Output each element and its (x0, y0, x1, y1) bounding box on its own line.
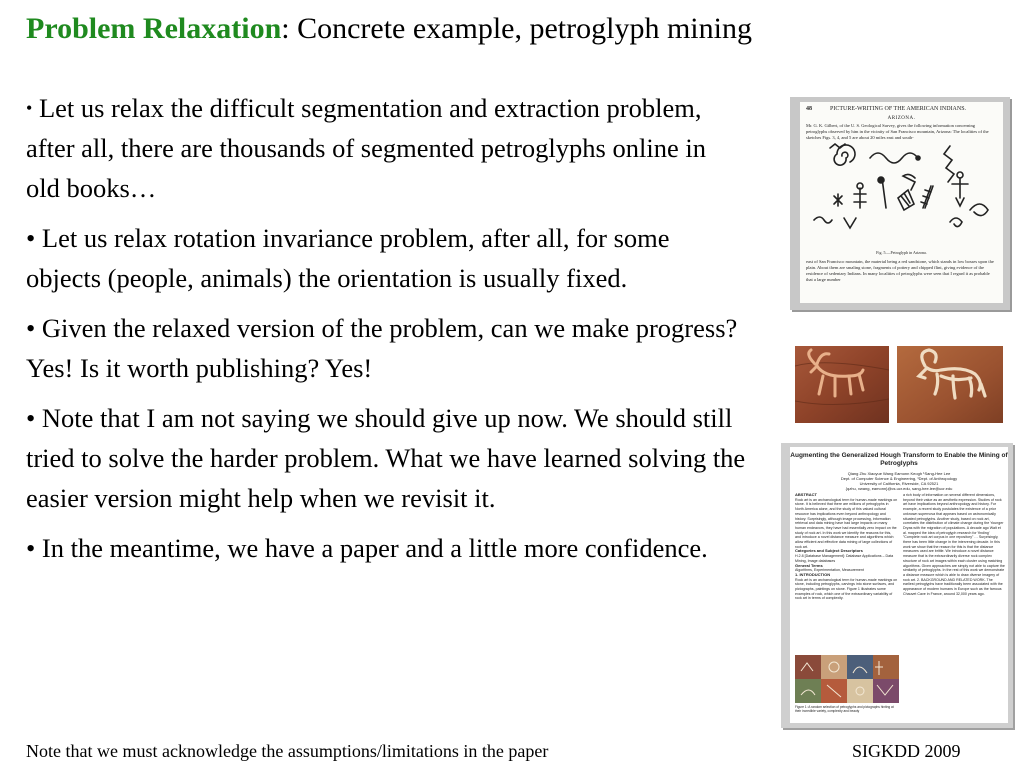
bullet-item: • Note that I am not saying we should give up now. We should still tried to solve the harder problem. What we have learned solving the easier version might help when we revisit it. (26, 403, 746, 513)
bullet-item: • Given the relaxed version of the problem, can we make progress? Yes! Is it worth publishing? Yes! (26, 313, 738, 383)
petroglyph-photo-image-icon (897, 346, 1003, 423)
paper-figure-collage-icon (795, 655, 899, 703)
bullet-item: • Let us relax rotation invariance problem, after all, for some objects (people, animals) the orientation is usually fixed. (26, 223, 670, 293)
footer-note: Note that we must acknowledge the assumptions/limitations in the paper (26, 741, 549, 761)
title-highlight: Problem Relaxation (26, 12, 282, 45)
paper-figure-caption: Figure 1: A random selection of petroglyphs and pictographs hinting at their incredible variety, complexity and beauty (795, 705, 894, 713)
paper-authors (790, 471, 1008, 491)
slide-title (26, 10, 752, 48)
paper-abstract: Rock art is an archaeological term for human-made markings on stone. It is believed that there are millions of petroglyphs in North America alone, and the study of this valued cultural resource has implications even beyond anthropology and history. Surprisingly, although image processing, information retrieval and data mining have had large impacts on many human endeavors, they have had essentially zero impact on the study of rock art. In this work we identify the reasons for this, and introduce a novel distance measure and algorithms which allow efficient and effective data mining of large collections of rock art. (795, 497, 898, 549)
paper-university: University of California, Riverside, CA 92521 (859, 481, 939, 486)
bullet-item: • In the meantime, we have a paper and a little more confidence. (26, 533, 708, 563)
petroglyph-drawings-icon (800, 138, 1003, 250)
paper-intro-heading: 1. INTRODUCTION (795, 571, 831, 577)
paper-page (790, 447, 1008, 723)
paper-terms: Algorithms, Experimentation, Measurement (795, 568, 864, 573)
bullet-text: Let us relax rotation invariance problem, after all, for some objects (people, animals) the orientation is usually fixed. (26, 223, 670, 293)
book-header (806, 106, 997, 112)
bullet-text: Let us relax the difficult segmentation and extraction problem, after all, there are thousands of segmented petroglyphs online in old books… (26, 93, 706, 203)
bullet-text: Given the relaxed version of the problem, can we make progress? Yes! Is it worth publishing? Yes! (26, 313, 738, 383)
paper-author-names: Qiang Zhu Xiaoyue Wang Eamonn Keogh ¹Sang-Hee Lee (847, 471, 951, 476)
petroglyph-photo-animal (897, 346, 1003, 423)
petroglyph-photo-image-icon (795, 346, 889, 423)
book-subheader: ARIZONA. (887, 116, 916, 121)
petroglyph-photo-goat (795, 346, 889, 423)
paper-title: Augmenting the Generalized Hough Transform to Enable the Mining of Petroglyphs (790, 452, 1008, 467)
paper-terms-heading: General Terms (795, 562, 823, 568)
paper-right-column: a rich body of information on several different dimensions, beyond their value as an aesthetic expression. Studies of rock art have implications beyond anthropology and history. For example, a recent study postulates the existence of a prior unknown supernova that appears based on astronomically situated petroglyphs. Another study, based on rock art, correlates the distribution of climate change during the Younger Dryas with the migration of populations. A decade ago Walt et al. mapped the idea of petroglyph research for 'finding' "Complete rock art corpus in one repository" … Surprisingly, there has been little change in the intervening decade. In this work we show that the reason for this is that the distance measures used are brittle. We introduce a novel distance measure that is the extraordinarily diverse rock complex structure of rock art images within each cluster using matching algorithms. Given approaches are simply not able to capture the similarity of petroglyphs. In the rest of this work we demonstrate a distance measure which is able to draw diverse imagery of rock art. 2. BACKGROUND AND RELATED WORK. The earliest petroglyphs have traditionally been associated with the appearance of modern humans in Europe such as the famous Chauvet Cave in France, around 32,000 years ago. (903, 493, 1005, 596)
footer-venue: SIGKDD 2009 (852, 741, 961, 761)
bullet-text: In the meantime, we have a paper and a little more confidence. (41, 533, 708, 563)
bullet-item (26, 88, 746, 208)
bullet-text: Note that I am not saying we should give up now. We should still tried to solve the harder problem. What we have learned solving the easier version might help when we revisit it. (26, 403, 746, 513)
paper-emails: {qzhu, xwang, eamonn}@cs.ucr.edu, sang-hee.lee@ucr.edu (845, 486, 953, 491)
paper-left-column (795, 493, 898, 653)
book-page (800, 102, 1003, 303)
book-page-number: 48 (806, 106, 812, 112)
book-page-thumbnail (790, 97, 1010, 310)
bullet-dot-icon: • (26, 98, 33, 118)
book-text-continued: east of San Francisco mountain, the material being a red sandstone, which stands in low bosses upon the plain. About them are smaling stone, fragments of pottery and chipped flint, giving evidence of the residence of sedentary Indians. In many localities of petroglyphs were seen that I regard it as probable that a large number (806, 259, 994, 282)
title-rest: : Concrete example, petroglyph mining (281, 12, 752, 45)
paper-affiliation: Dept. of Computer Science & Engineering, ¹Dept. of Anthropology (840, 476, 958, 481)
paper-intro: Rock art is an archaeological term for human-made markings on stone, including petroglyphs, carvings into stone surfaces, and pictographs, paintings on stone. Figure 1 illustrates some examples of rock, which one of the extraordinary variability of rock art in terms of complexity. (795, 577, 898, 601)
paper-abstract-heading: ABSTRACT (795, 493, 817, 497)
paper-thumbnail (781, 443, 1013, 728)
bullet-list (26, 88, 746, 578)
paper-categories-heading: Categories and Subject Descriptors (795, 548, 863, 554)
book-header-text: PICTURE-WRITING OF THE AMERICAN INDIANS. (830, 106, 967, 112)
book-figure-caption: Fig. 5.—Petroglyph in Arizona. (876, 250, 927, 255)
paper-categories: H.2.8 [Database Management]: Database Applications – Data Mining, Image databases (795, 554, 894, 563)
book-text: Mr. G. K. Gilbert, of the U. S. Geological Survey, gives the following information concerning petroglyphs observed by him in the vicinity of San Francisco mountain, Arizona: The localities of the sketches Figs. 3, 4, and 5 are about 20 miles east and south- (806, 123, 989, 140)
